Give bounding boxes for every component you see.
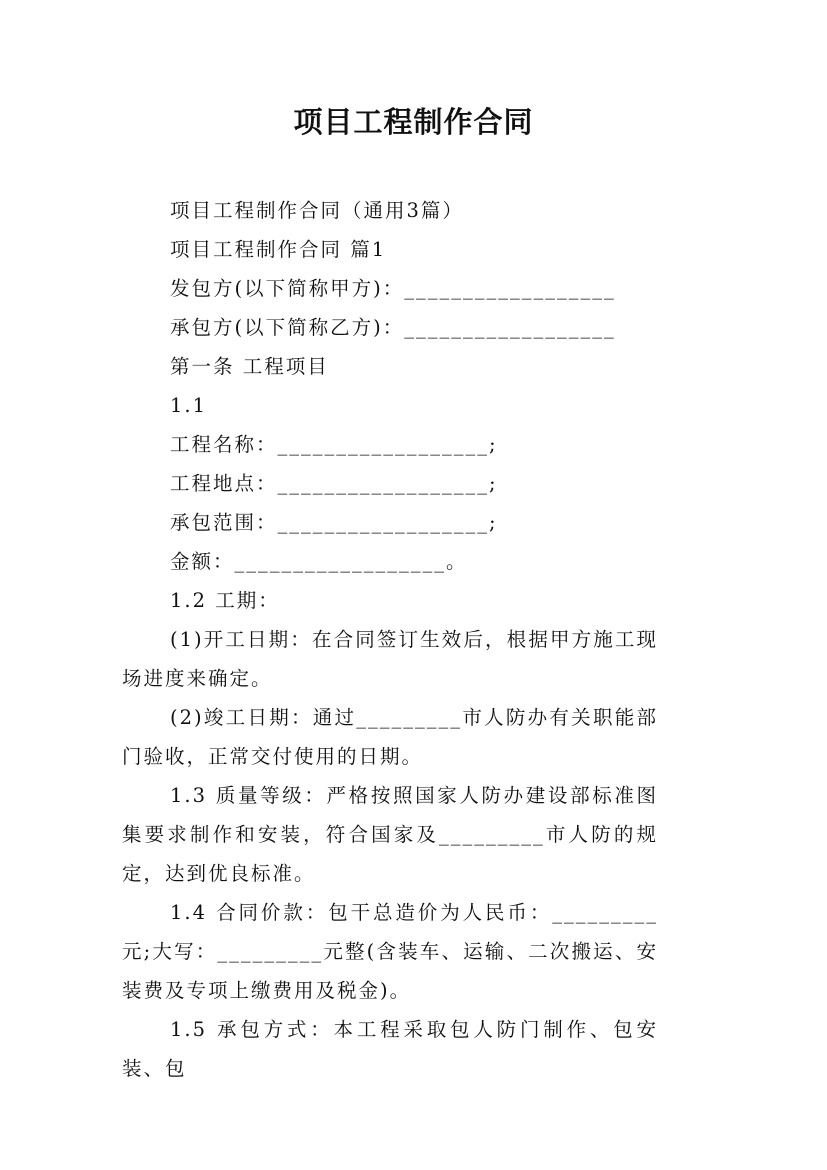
paragraph-clause-1-2: 1.2 工期： [170,589,280,612]
paragraph-party-a: 发包方(以下简称甲方)：__________________ [170,277,616,300]
paragraph-project-location: 工程地点：__________________; [170,472,498,495]
document-body [122,191,705,1088]
paragraph-start-date: (1)开工日期：在合同签订生效后，根据甲方施工现场进度来确定。 [122,628,658,690]
paragraph-contract-scope: 承包范围：__________________; [170,511,498,534]
paragraph-heading: 项目工程制作合同 篇1 [170,238,387,261]
document-title: 项目工程制作合同 [293,105,534,139]
paragraph-amount: 金额：__________________。 [170,550,468,573]
paragraph-contract-price: 1.4 合同价款：包干总造价为人民币：_________元;大写：_________元整(含装车、运输、二次搬运、安装费及专项上缴费用及税金)。 [122,901,658,1002]
paragraph-contract-method: 1.5 承包方式：本工程采取包人防门制作、包安装、包 [122,1018,658,1080]
paragraph-project-name: 工程名称：__________________; [170,433,498,456]
paragraph-subtitle: 项目工程制作合同（通用3篇） [170,199,464,222]
paragraph-party-b: 承包方(以下简称乙方)：__________________ [170,316,616,339]
paragraph-clause-1-1: 1.1 [170,394,208,417]
paragraph-article-1: 第一条 工程项目 [170,355,329,378]
paragraph-quality-level: 1.3 质量等级：严格按照国家人防办建设部标准图集要求制作和安装，符合国家及_________市人防的规定，达到优良标准。 [122,784,658,885]
paragraph-completion-date: (2)竣工日期：通过_________市人防办有关职能部门验收，正常交付使用的日期。 [122,706,658,768]
